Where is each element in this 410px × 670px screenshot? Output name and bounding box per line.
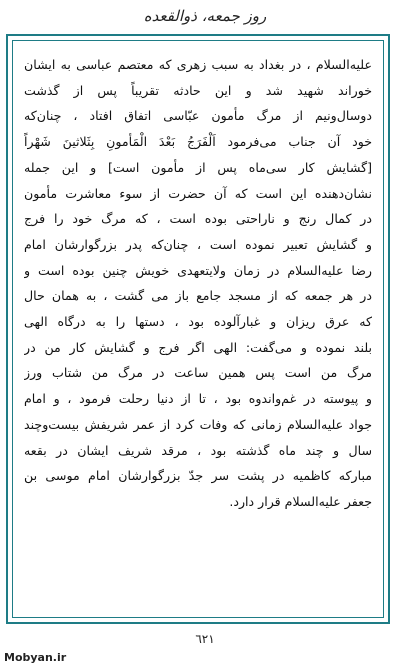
- text-line: رضا عليه‌السلام در زمان ولايتعهدی خويش چنين بوده است و: [24, 262, 372, 278]
- page-number: ٦٢١: [195, 632, 215, 646]
- text-line: نشان‌دهنده اين است كه آن حضرت از سوء معاشرت مأمون: [24, 185, 372, 201]
- text-line: خوراند شهيد شد و اين حادثه تقريباً پس از گذشت: [24, 82, 372, 98]
- page-header: [0, 6, 410, 32]
- body-text: [24, 52, 372, 515]
- text-line: خود آن جناب می‌فرمود اَلْفَرَجُ بَعْدَ الْمَأمونِ بِثَلاثينَ شَهْراً: [24, 134, 372, 150]
- text-line: دوسال‌ونيم از مرگ مأمون عبّاسی اتفاق افتاد ، چنان‌كه: [24, 108, 372, 124]
- text-line: سال و چند ماه گذشته بود ، مرقد شريف ايشان در بقعه: [24, 442, 372, 458]
- text-line: و گشايش تعبير نموده است ، چنان‌كه پدر بزرگوارشان امام: [24, 236, 372, 252]
- text-line: جواد عليه‌السلام زمانی كه وفات كرد از عمر شريفش بيست‌وچند: [24, 416, 372, 432]
- text-line: مباركه كاظميه در پشت سر جدّ بزرگوارشان امام موسی بن: [24, 468, 372, 484]
- watermark: Mobyan.ir: [4, 651, 67, 664]
- text-line: مرگ من است پس همين ساعت در مرگ من شتاب ورز: [24, 365, 372, 381]
- text-line: عليه‌السلام ، در بغداد به سبب زهری كه معتصم عباسی به ايشان: [24, 57, 372, 72]
- text-line: در كمال رنج و ناراحتی بوده است ، كه مرگ خود را فرج: [24, 211, 372, 227]
- running-title: روز جمعه، ذوالقعده: [143, 7, 267, 25]
- text-line: و پيوسته در غم‌واندوه بود ، تا از دنيا رحلت فرمود ، و امام: [24, 391, 372, 407]
- text-line: در هر جمعه كه از مسجد جامع باز می گشت ، به همان حال: [24, 288, 372, 304]
- text-line: كه عرق ريزان و غبارآلوده بود ، دستها را به درگاه الهی: [24, 314, 372, 330]
- text-line: [گشايش كار سی‌ماه پس از مأمون است] و اين جمله: [24, 159, 372, 175]
- text-line-last: جعفر عليه‌السلام قرار دارد.: [229, 493, 372, 509]
- text-line: بلند نموده و می‌گفت: الهی اگر فرج و گشايش كار من در: [24, 339, 372, 355]
- page-frame: [6, 34, 390, 624]
